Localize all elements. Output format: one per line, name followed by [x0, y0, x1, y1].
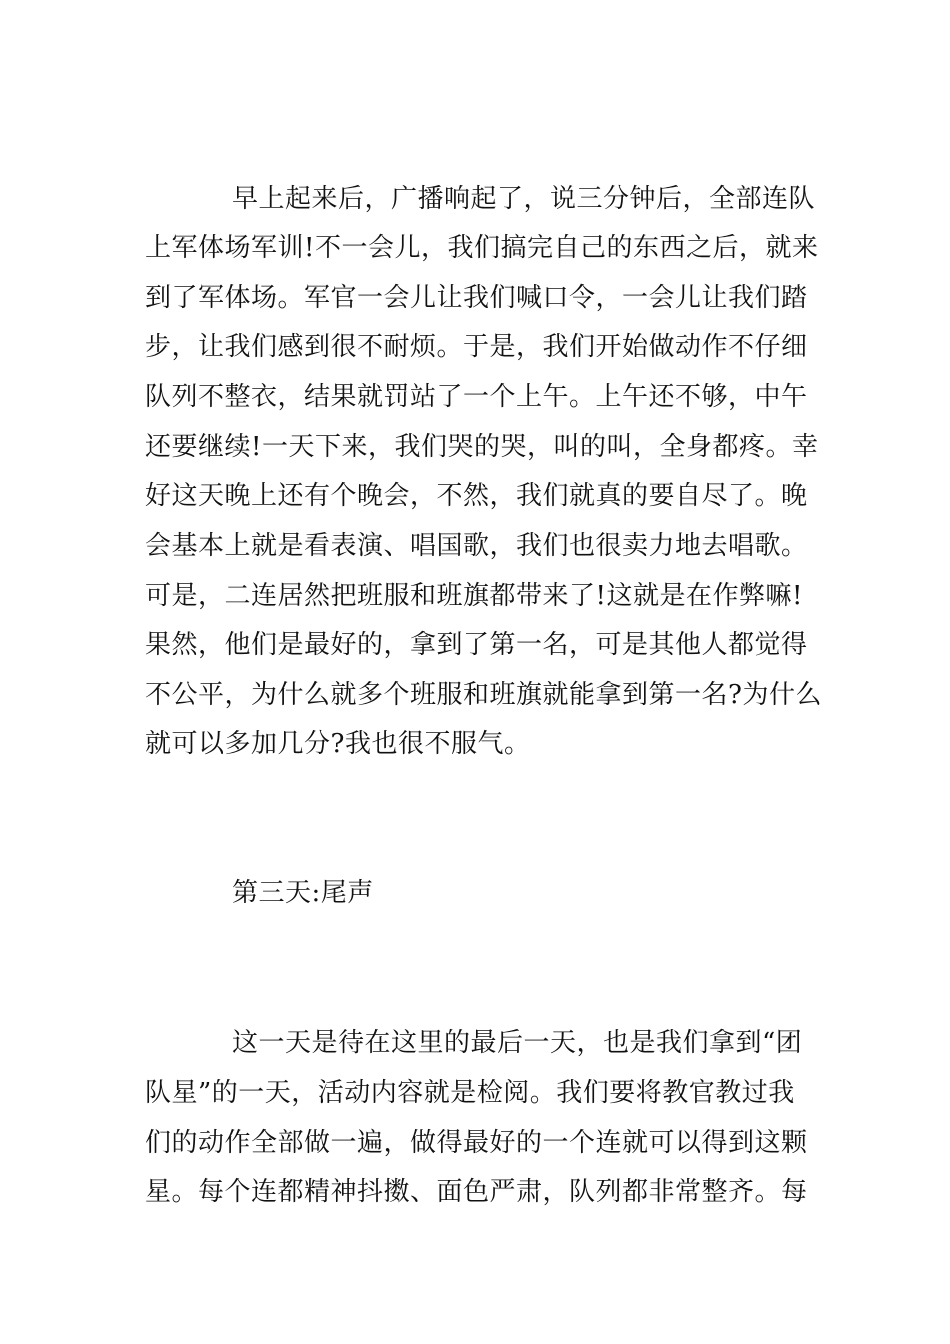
section-heading: 第三天:尾声 — [232, 878, 374, 908]
paragraph-2-line: 队星”的一天，活动内容就是检阅。我们要将教官教过我 — [145, 1078, 795, 1108]
paragraph-1-line: 上军体场军训!不一会儿，我们搞完自己的东西之后，就来 — [145, 233, 819, 263]
paragraph-1-line: 会基本上就是看表演、唱国歌，我们也很卖力地去唱歌。 — [145, 531, 808, 561]
paragraph-1-line: 果然，他们是最好的，拿到了第一名，可是其他人都觉得 — [145, 630, 808, 660]
paragraph-1-line: 早上起来后，广播响起了，说三分钟后，全部连队 — [232, 184, 816, 214]
paragraph-1-line: 队列不整衣，结果就罚站了一个上午。上午还不够，中午 — [145, 382, 808, 412]
paragraph-1-line: 不公平，为什么就多个班服和班旗就能拿到第一名?为什么 — [145, 680, 822, 710]
paragraph-1-line: 到了军体场。军官一会儿让我们喊口令，一会儿让我们踏 — [145, 283, 808, 313]
paragraph-1-line: 就可以多加几分?我也很不服气。 — [145, 729, 531, 759]
paragraph-2-line: 们的动作全部做一遍，做得最好的一个连就可以得到这颗 — [145, 1128, 808, 1158]
paragraph-1-line: 步，让我们感到很不耐烦。于是，我们开始做动作不仔细 — [145, 332, 808, 362]
paragraph-2-line: 星。每个连都精神抖擞、面色严肃，队列都非常整齐。每 — [145, 1177, 808, 1207]
paragraph-1-line: 好这天晚上还有个晚会，不然，我们就真的要自尽了。晚 — [145, 481, 808, 511]
paragraph-1-line: 可是，二连居然把班服和班旗都带来了!这就是在作弊嘛! — [145, 581, 803, 611]
paragraph-2-line: 这一天是待在这里的最后一天，也是我们拿到“团 — [232, 1028, 803, 1058]
paragraph-1-line: 还要继续!一天下来，我们哭的哭，叫的叫，全身都疼。幸 — [145, 432, 819, 462]
